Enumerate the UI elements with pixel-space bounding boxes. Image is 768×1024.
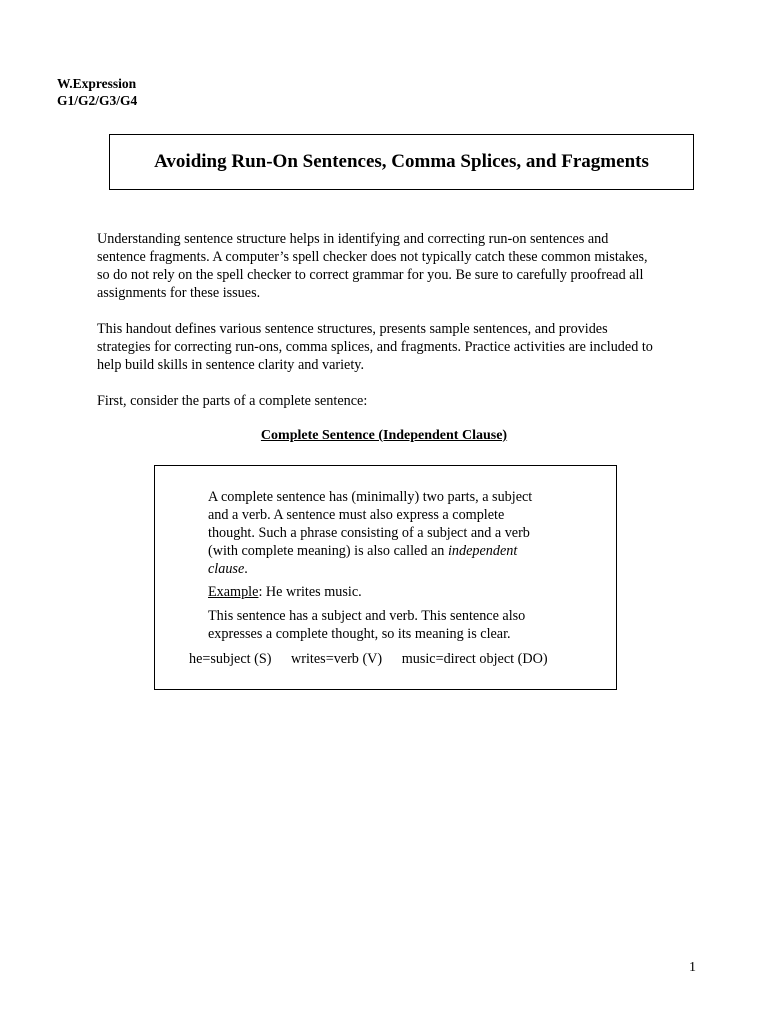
definition-box — [154, 465, 617, 690]
intro-paragraph: Understanding sentence structure helps in identifying and correcting run-on sentences and sentence fragments. A computer’s spell checker does not typically catch these common mistakes, so do not rely on the spell checker to correct grammar for you. Be sure to carefully proofread all assignments for these issues. — [97, 231, 648, 301]
page-number: 1 — [689, 960, 696, 975]
lead-in-paragraph: First, consider the parts of a complete sentence: — [97, 393, 368, 409]
example-explanation: This sentence has a subject and verb. This sentence also expresses a complete thought, so its meaning is clear. — [208, 608, 526, 642]
definition-term: independent clause — [208, 543, 518, 577]
document-title: Avoiding Run-On Sentences, Comma Splices, and Fragments — [154, 151, 649, 172]
definition-text — [208, 488, 553, 578]
definition-end: . — [244, 561, 248, 577]
grade-levels: G1/G2/G3/G4 — [57, 92, 138, 108]
example-line — [208, 583, 553, 601]
example-label: Example — [208, 584, 259, 600]
overview-paragraph: This handout defines various sentence structures, presents sample sentences, and provides strategies for correcting run-ons, comma splices, and fragments. Practice activities are included to help build skills in sentence clarity and variety. — [97, 321, 653, 373]
legend-object: music=direct object (DO) — [401, 651, 548, 667]
title-box — [109, 134, 694, 190]
legend-subject: he=subject (S) — [189, 651, 272, 667]
legend-verb: writes=verb (V) — [291, 651, 383, 667]
document-header — [57, 76, 137, 109]
course-code: W.Expression — [57, 76, 137, 91]
parts-legend — [189, 650, 548, 668]
section-heading: Complete Sentence (Independent Clause) — [260, 428, 508, 443]
definition-part: A complete sentence has (minimally) two parts, a subject and a verb. A sentence must also express a complete thought. Such a phrase consisting of a subject and a verb (with complete meaning) is also called an — [208, 489, 533, 559]
example-text: : He writes music. — [258, 584, 362, 600]
